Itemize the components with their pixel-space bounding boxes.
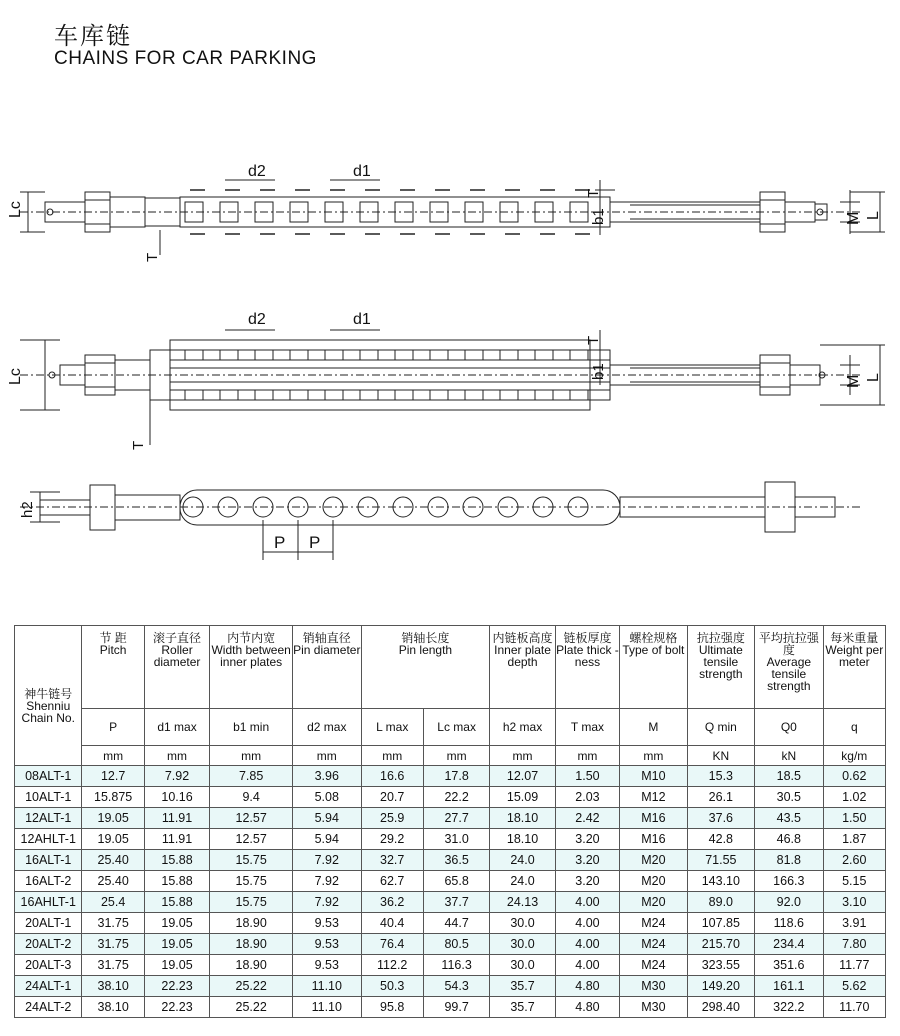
table-cell: 7.92 bbox=[293, 850, 361, 871]
chain-number-cell: 12AHLT-1 bbox=[15, 829, 82, 850]
chain-number-cell: 12ALT-1 bbox=[15, 808, 82, 829]
table-cell: 2.42 bbox=[555, 808, 619, 829]
table-cell: 20.7 bbox=[361, 787, 423, 808]
label-d2-mid: d2 bbox=[248, 311, 266, 328]
table-cell: 15.75 bbox=[210, 892, 293, 913]
label-l-mid: L bbox=[865, 373, 882, 382]
table-cell: 18.10 bbox=[490, 829, 555, 850]
table-cell: 46.8 bbox=[755, 829, 823, 850]
table-cell: 32.7 bbox=[361, 850, 423, 871]
table-cell: M16 bbox=[620, 808, 687, 829]
label-d2-top: d2 bbox=[248, 163, 266, 180]
label-p-2: P bbox=[309, 533, 321, 552]
table-cell: 18.90 bbox=[210, 934, 293, 955]
table-cell: 29.2 bbox=[361, 829, 423, 850]
table-cell: M10 bbox=[620, 766, 687, 787]
table-row bbox=[15, 913, 886, 934]
table-cell: 9.53 bbox=[293, 934, 361, 955]
unit-cell: mm bbox=[293, 746, 361, 766]
table-cell: 118.6 bbox=[755, 913, 823, 934]
table-cell: 18.5 bbox=[755, 766, 823, 787]
table-cell: 5.62 bbox=[823, 976, 885, 997]
table-row bbox=[15, 997, 886, 1018]
table-cell: 19.05 bbox=[82, 808, 144, 829]
table-cell: 7.92 bbox=[293, 892, 361, 913]
table-cell: 15.875 bbox=[82, 787, 144, 808]
table-cell: 5.15 bbox=[823, 871, 885, 892]
table-cell: 25.22 bbox=[210, 997, 293, 1018]
unit-cell: mm bbox=[555, 746, 619, 766]
table-cell: 25.22 bbox=[210, 976, 293, 997]
table-cell: 16.6 bbox=[361, 766, 423, 787]
table-cell: 12.7 bbox=[82, 766, 144, 787]
table-cell: 3.20 bbox=[555, 829, 619, 850]
table-row bbox=[15, 976, 886, 997]
label-h2: h2 bbox=[19, 501, 36, 518]
table-cell: 15.88 bbox=[144, 871, 209, 892]
symbol-cell: T max bbox=[555, 709, 619, 746]
table-cell: M24 bbox=[620, 955, 687, 976]
table-cell: 31.0 bbox=[423, 829, 489, 850]
table-cell: 323.55 bbox=[687, 955, 754, 976]
label-b1-top: b1 bbox=[590, 208, 607, 225]
table-cell: 0.62 bbox=[823, 766, 885, 787]
chain-spec-table bbox=[14, 625, 886, 1018]
label-t-mid-left: T bbox=[130, 440, 147, 450]
table-cell: 30.5 bbox=[755, 787, 823, 808]
chain-number-cell: 10ALT-1 bbox=[15, 787, 82, 808]
table-cell: 65.8 bbox=[423, 871, 489, 892]
table-cell: 31.75 bbox=[82, 913, 144, 934]
table-cell: 31.75 bbox=[82, 934, 144, 955]
table-cell: 50.3 bbox=[361, 976, 423, 997]
symbol-cell: Q min bbox=[687, 709, 754, 746]
unit-cell: kN bbox=[755, 746, 823, 766]
label-t-mid-right: T bbox=[585, 335, 602, 345]
table-cell: 7.92 bbox=[293, 871, 361, 892]
unit-cell: mm bbox=[82, 746, 144, 766]
table-cell: 15.75 bbox=[210, 850, 293, 871]
unit-cell: KN bbox=[687, 746, 754, 766]
table-cell: M24 bbox=[620, 913, 687, 934]
table-cell: 37.7 bbox=[423, 892, 489, 913]
header-plate-depth: 内链板高度 Inner plate depth bbox=[490, 626, 555, 709]
table-cell: 9.53 bbox=[293, 955, 361, 976]
header-pin-length: 销轴长度 Pin length bbox=[361, 626, 490, 709]
header-weight: 每米重量 Weight per meter bbox=[823, 626, 885, 709]
table-cell: 36.5 bbox=[423, 850, 489, 871]
chain-number-cell: 16ALT-2 bbox=[15, 871, 82, 892]
table-cell: 27.7 bbox=[423, 808, 489, 829]
table-cell: 322.2 bbox=[755, 997, 823, 1018]
table-cell: 4.00 bbox=[555, 955, 619, 976]
table-row bbox=[15, 766, 886, 787]
table-cell: 62.7 bbox=[361, 871, 423, 892]
table-cell: 18.90 bbox=[210, 913, 293, 934]
unit-cell: mm bbox=[620, 746, 687, 766]
unit-cell: mm bbox=[361, 746, 423, 766]
chain-number-cell: 16ALT-1 bbox=[15, 850, 82, 871]
table-cell: 43.5 bbox=[755, 808, 823, 829]
unit-cell: mm bbox=[144, 746, 209, 766]
table-cell: 80.5 bbox=[423, 934, 489, 955]
table-cell: 18.10 bbox=[490, 808, 555, 829]
chain-number-cell: 24ALT-1 bbox=[15, 976, 82, 997]
table-cell: 10.16 bbox=[144, 787, 209, 808]
table-cell: 1.50 bbox=[555, 766, 619, 787]
header-inner-width: 内节内宽 Width between inner plates bbox=[210, 626, 293, 709]
table-body bbox=[15, 766, 886, 1018]
label-p-1: P bbox=[274, 533, 286, 552]
side-view bbox=[20, 482, 860, 560]
symbol-row bbox=[15, 709, 886, 746]
table-cell: M16 bbox=[620, 829, 687, 850]
table-cell: 3.10 bbox=[823, 892, 885, 913]
label-d1-top: d1 bbox=[353, 163, 371, 180]
chain-number-cell: 20ALT-1 bbox=[15, 913, 82, 934]
table-cell: 3.96 bbox=[293, 766, 361, 787]
table-cell: 15.3 bbox=[687, 766, 754, 787]
table-cell: M24 bbox=[620, 934, 687, 955]
table-cell: 81.8 bbox=[755, 850, 823, 871]
table-row bbox=[15, 829, 886, 850]
table-cell: 11.10 bbox=[293, 997, 361, 1018]
table-cell: 5.94 bbox=[293, 829, 361, 850]
table-cell: 54.3 bbox=[423, 976, 489, 997]
table-cell: 76.4 bbox=[361, 934, 423, 955]
table-cell: 351.6 bbox=[755, 955, 823, 976]
table-cell: 92.0 bbox=[755, 892, 823, 913]
table-cell: 71.55 bbox=[687, 850, 754, 871]
table-cell: M20 bbox=[620, 850, 687, 871]
table-cell: 25.9 bbox=[361, 808, 423, 829]
table-cell: 25.4 bbox=[82, 892, 144, 913]
table-cell: 4.80 bbox=[555, 997, 619, 1018]
table-cell: 12.57 bbox=[210, 829, 293, 850]
table-cell: 42.8 bbox=[687, 829, 754, 850]
table-cell: 35.7 bbox=[490, 976, 555, 997]
table-cell: 161.1 bbox=[755, 976, 823, 997]
table-cell: 36.2 bbox=[361, 892, 423, 913]
table-cell: 30.0 bbox=[490, 955, 555, 976]
table-cell: 24.13 bbox=[490, 892, 555, 913]
table-cell: 26.1 bbox=[687, 787, 754, 808]
table-cell: 5.94 bbox=[293, 808, 361, 829]
table-row bbox=[15, 850, 886, 871]
symbol-cell: Lc max bbox=[423, 709, 489, 746]
table-cell: 11.91 bbox=[144, 829, 209, 850]
table-cell: 112.2 bbox=[361, 955, 423, 976]
table-cell: M20 bbox=[620, 871, 687, 892]
symbol-cell: P bbox=[82, 709, 144, 746]
table-row bbox=[15, 892, 886, 913]
table-cell: 22.2 bbox=[423, 787, 489, 808]
header-roller-diameter: 滚子直径 Roller diameter bbox=[144, 626, 209, 709]
unit-cell: mm bbox=[210, 746, 293, 766]
table-cell: 37.6 bbox=[687, 808, 754, 829]
header-average-strength: 平均抗拉强度 Average tensile strength bbox=[755, 626, 823, 709]
symbol-cell: Q0 bbox=[755, 709, 823, 746]
label-t-top-right: T bbox=[585, 188, 602, 198]
table-cell: 4.00 bbox=[555, 913, 619, 934]
table-cell: 3.91 bbox=[823, 913, 885, 934]
double-strand-view bbox=[20, 330, 885, 445]
label-m-mid: M bbox=[845, 374, 862, 388]
table-row bbox=[15, 955, 886, 976]
table-cell: 24.0 bbox=[490, 850, 555, 871]
table-cell: 40.4 bbox=[361, 913, 423, 934]
unit-cell: kg/m bbox=[823, 746, 885, 766]
symbol-cell: M bbox=[620, 709, 687, 746]
table-cell: 22.23 bbox=[144, 976, 209, 997]
table-cell: 166.3 bbox=[755, 871, 823, 892]
table-cell: 19.05 bbox=[144, 955, 209, 976]
table-cell: 4.00 bbox=[555, 934, 619, 955]
table-cell: M20 bbox=[620, 892, 687, 913]
table-cell: 9.53 bbox=[293, 913, 361, 934]
table-cell: 11.10 bbox=[293, 976, 361, 997]
table-cell: 2.03 bbox=[555, 787, 619, 808]
table-cell: 38.10 bbox=[82, 997, 144, 1018]
table-cell: 3.20 bbox=[555, 850, 619, 871]
table-cell: 4.80 bbox=[555, 976, 619, 997]
header-pitch: 节 距 Pitch bbox=[82, 626, 144, 709]
header-ultimate-strength: 抗拉强度 Ultimate tensile strength bbox=[687, 626, 754, 709]
table-row bbox=[15, 871, 886, 892]
table-cell: 17.8 bbox=[423, 766, 489, 787]
table-cell: 15.88 bbox=[144, 850, 209, 871]
table-cell: 1.02 bbox=[823, 787, 885, 808]
table-cell: 19.05 bbox=[144, 913, 209, 934]
table-cell: 5.08 bbox=[293, 787, 361, 808]
label-m-top: M bbox=[845, 211, 862, 225]
table-cell: 1.87 bbox=[823, 829, 885, 850]
symbol-cell: L max bbox=[361, 709, 423, 746]
table-cell: 116.3 bbox=[423, 955, 489, 976]
table-cell: 4.00 bbox=[555, 892, 619, 913]
header-pin-diameter: 销轴直径 Pin diameter bbox=[293, 626, 361, 709]
table-cell: 7.80 bbox=[823, 934, 885, 955]
single-strand-view bbox=[20, 180, 885, 255]
unit-row bbox=[15, 746, 886, 766]
symbol-cell: q bbox=[823, 709, 885, 746]
table-cell: 12.57 bbox=[210, 808, 293, 829]
symbol-cell: d2 max bbox=[293, 709, 361, 746]
label-lc-top: Lc bbox=[7, 201, 24, 218]
table-cell: 24.0 bbox=[490, 871, 555, 892]
table-cell: 7.85 bbox=[210, 766, 293, 787]
table-cell: 44.7 bbox=[423, 913, 489, 934]
chain-number-cell: 08ALT-1 bbox=[15, 766, 82, 787]
table-row bbox=[15, 787, 886, 808]
header-chain-no: 神牛链号 Shenniu Chain No. bbox=[15, 626, 82, 766]
table-cell: 11.77 bbox=[823, 955, 885, 976]
table-cell: 22.23 bbox=[144, 997, 209, 1018]
table-cell: 30.0 bbox=[490, 934, 555, 955]
header-bolt-type: 螺栓规格 Type of bolt bbox=[620, 626, 687, 709]
label-t-top-left: T bbox=[144, 252, 161, 262]
table-cell: M12 bbox=[620, 787, 687, 808]
chain-drawing bbox=[0, 160, 900, 570]
table-cell: 234.4 bbox=[755, 934, 823, 955]
table-cell: 25.40 bbox=[82, 850, 144, 871]
symbol-cell: b1 min bbox=[210, 709, 293, 746]
table-cell: 15.88 bbox=[144, 892, 209, 913]
title-chinese: 车库链 bbox=[54, 22, 132, 50]
unit-cell: mm bbox=[423, 746, 489, 766]
table-cell: 215.70 bbox=[687, 934, 754, 955]
table-cell: 15.75 bbox=[210, 871, 293, 892]
table-cell: 2.60 bbox=[823, 850, 885, 871]
table-cell: 25.40 bbox=[82, 871, 144, 892]
table-cell: 18.90 bbox=[210, 955, 293, 976]
title-english: CHAINS FOR CAR PARKING bbox=[54, 48, 317, 69]
label-b1-mid: b1 bbox=[590, 363, 607, 380]
table-cell: 99.7 bbox=[423, 997, 489, 1018]
table-cell: 31.75 bbox=[82, 955, 144, 976]
unit-cell: mm bbox=[490, 746, 555, 766]
table-cell: 38.10 bbox=[82, 976, 144, 997]
chain-number-cell: 20ALT-2 bbox=[15, 934, 82, 955]
table-cell: 35.7 bbox=[490, 997, 555, 1018]
table-cell: 298.40 bbox=[687, 997, 754, 1018]
chain-number-cell: 16AHLT-1 bbox=[15, 892, 82, 913]
table-cell: 107.85 bbox=[687, 913, 754, 934]
table-cell: 11.70 bbox=[823, 997, 885, 1018]
symbol-cell: d1 max bbox=[144, 709, 209, 746]
table-row bbox=[15, 934, 886, 955]
table-cell: 15.09 bbox=[490, 787, 555, 808]
symbol-cell: h2 max bbox=[490, 709, 555, 746]
table-cell: 30.0 bbox=[490, 913, 555, 934]
table-cell: 19.05 bbox=[144, 934, 209, 955]
chain-number-cell: 24ALT-2 bbox=[15, 997, 82, 1018]
table-cell: 19.05 bbox=[82, 829, 144, 850]
table-cell: 7.92 bbox=[144, 766, 209, 787]
table-cell: 12.07 bbox=[490, 766, 555, 787]
table-cell: 3.20 bbox=[555, 871, 619, 892]
table-cell: 11.91 bbox=[144, 808, 209, 829]
label-d1-mid: d1 bbox=[353, 311, 371, 328]
table-cell: 143.10 bbox=[687, 871, 754, 892]
chain-number-cell: 20ALT-3 bbox=[15, 955, 82, 976]
table-cell: M30 bbox=[620, 976, 687, 997]
table-cell: 95.8 bbox=[361, 997, 423, 1018]
table-cell: 1.50 bbox=[823, 808, 885, 829]
label-lc-mid: Lc bbox=[7, 368, 24, 385]
table-row bbox=[15, 808, 886, 829]
header-plate-thickness: 链板厚度 Plate thick -ness bbox=[555, 626, 619, 709]
label-l-top: L bbox=[865, 211, 882, 220]
table-cell: 149.20 bbox=[687, 976, 754, 997]
table-cell: 9.4 bbox=[210, 787, 293, 808]
table-cell: 89.0 bbox=[687, 892, 754, 913]
table-cell: M30 bbox=[620, 997, 687, 1018]
